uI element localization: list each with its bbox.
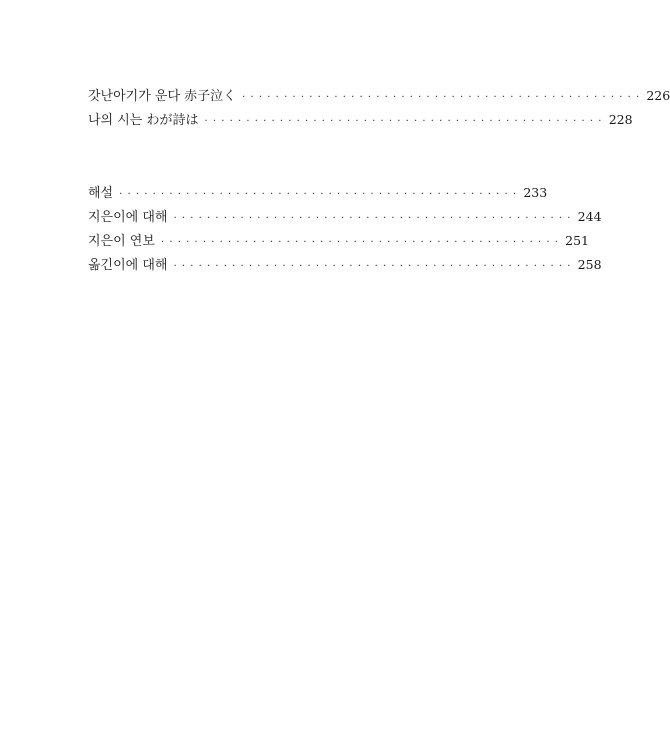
toc-entry-title: 옮긴이에 대해 <box>88 258 168 273</box>
dot-leader: ················································ <box>242 92 645 103</box>
toc-section-appendix <box>88 181 602 277</box>
toc-entry-page: 251 <box>565 233 589 248</box>
toc-entry-page: 244 <box>577 209 602 224</box>
toc-entry <box>88 253 602 277</box>
toc-entry <box>88 205 602 229</box>
toc-entry-page: 226 <box>646 88 670 103</box>
dot-leader: ················································ <box>119 189 522 200</box>
dot-leader: ················································ <box>173 213 576 224</box>
toc-entry <box>88 108 633 132</box>
toc-entry-page: 233 <box>523 185 548 200</box>
toc-entry-title: 갓난아기가 운다 赤子泣く <box>88 89 237 104</box>
toc-entry <box>88 84 670 108</box>
dot-leader: ················································ <box>160 237 564 248</box>
dot-leader: ················································ <box>204 116 607 127</box>
toc-entry-title: 해설 <box>88 186 114 201</box>
toc-entry-page: 228 <box>608 112 633 127</box>
dot-leader: ················································ <box>173 261 576 272</box>
toc-section-poems <box>88 84 670 132</box>
toc-entry-title: 지은이에 대해 <box>88 210 168 225</box>
toc-entry-title: 지은이 연보 <box>88 234 155 249</box>
toc-entry-title: 나의 시는 わが詩は <box>88 113 199 128</box>
toc-entry <box>88 181 548 205</box>
toc-entry <box>88 229 589 253</box>
toc-entry-page: 258 <box>577 257 602 272</box>
